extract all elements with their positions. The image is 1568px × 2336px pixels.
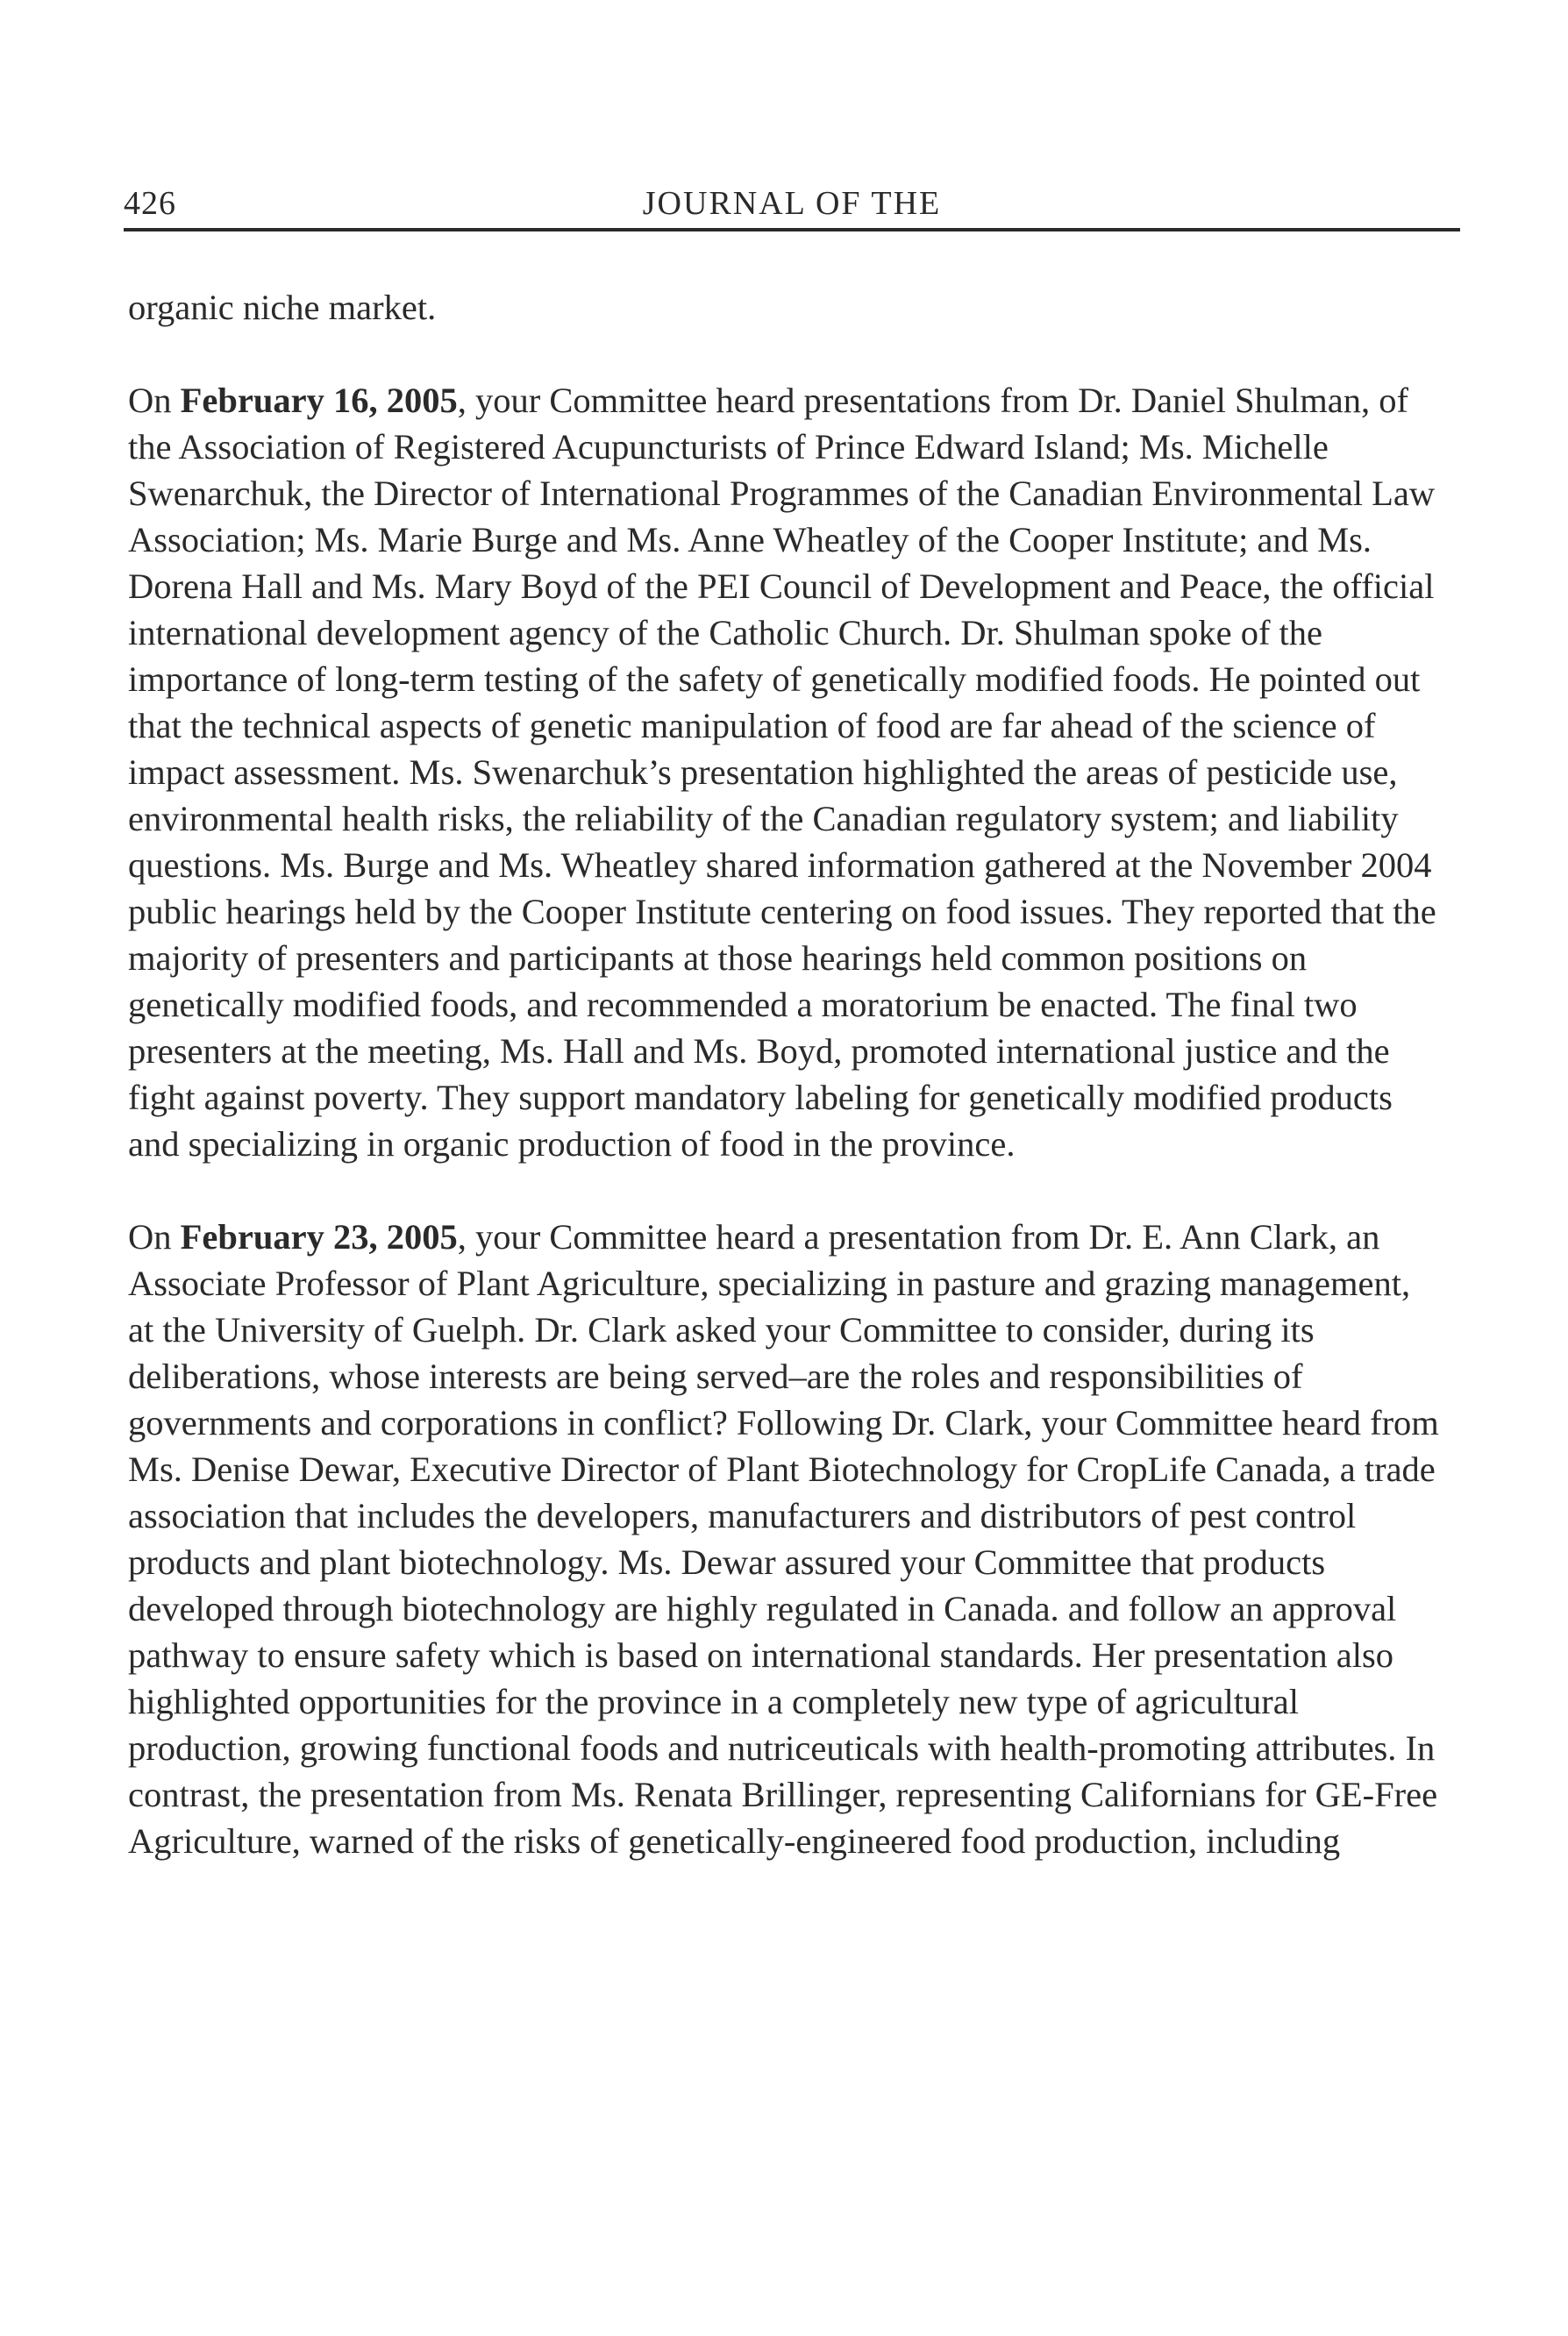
page-header (124, 181, 1460, 231)
paragraph-text: , your Committee heard presentations from Dr. Daniel Shulman, of the Association of Registered Acupuncturists of Prince Edward Island; Ms. Michelle Swenarchuk, the Director of International Programmes of the Canadian Environmental Law Association; Ms. Marie Burge and Ms. Anne Wheatley of the Cooper Institute; and Ms. Dorena Hall and Ms. Mary Boyd of the PEI Council of Development and Peace, the official international development agency of the Catholic Church. Dr. Shulman spoke of the importance of long-term testing of the safety of genetically modified foods. He pointed out that the technical aspects of genetic manipulation of food are far ahead of the science of impact assessment. Ms. Swenarchuk’s presentation highlighted the areas of pesticide use, environmental health risks, the reliability of the Canadian regulatory system; and liability questions. Ms. Burge and Ms. Wheatley shared information gathered at the November 2004 public hearings held by the Cooper Institute centering on food issues. They reported that the majority of presenters and participants at those hearings held common positions on genetically modified foods, and recommended a moratorium be enacted. The final two presenters at the meeting, Ms. Hall and Ms. Boyd, promoted international justice and the fight against poverty. They support mandatory labeling for genetically modified products and specializing in organic production of food in the province. (128, 381, 1436, 1164)
body-text (128, 284, 1443, 1864)
continuation-paragraph: organic niche market. (128, 288, 437, 327)
paragraph-lead: On (128, 381, 181, 420)
paragraph-february-23 (128, 1214, 1443, 1864)
paragraph-february-16 (128, 377, 1443, 1167)
meeting-date: February 23, 2005 (180, 1217, 458, 1257)
paragraph-text: , your Committee heard a presentation from Dr. E. Ann Clark, an Associate Professor of Plant Agriculture, specializing in pasture and grazing management, at the University of Guelph. Dr. Clark asked your Committee to consider, during its deliberations, whose interests are being served–are the roles and responsibilities of governments and corporations in conflict? Following Dr. Clark, your Committee heard from Ms. Denise Dewar, Executive Director of Plant Biotechnology for CropLife Canada, a trade association that includes the developers, manufacturers and distributors of pest control products and plant biotechnology. Ms. Dewar assured your Committee that products developed through biotechnology are highly regulated in Canada. and follow an approval pathway to ensure safety which is based on international standards. Her presentation also highlighted opportunities for the province in a completely new type of agricultural production, growing functional foods and nutriceuticals with health-promoting attributes. In contrast, the presentation from Ms. Renata Brillinger, representing Californians for GE-Free Agriculture, warned of the risks of genetically-engineered food production, including (128, 1217, 1439, 1861)
page-number: 426 (124, 185, 176, 222)
running-head: JOURNAL OF THE (642, 185, 942, 222)
meeting-date: February 16, 2005 (180, 381, 458, 420)
paragraph-lead: On (128, 1217, 181, 1257)
